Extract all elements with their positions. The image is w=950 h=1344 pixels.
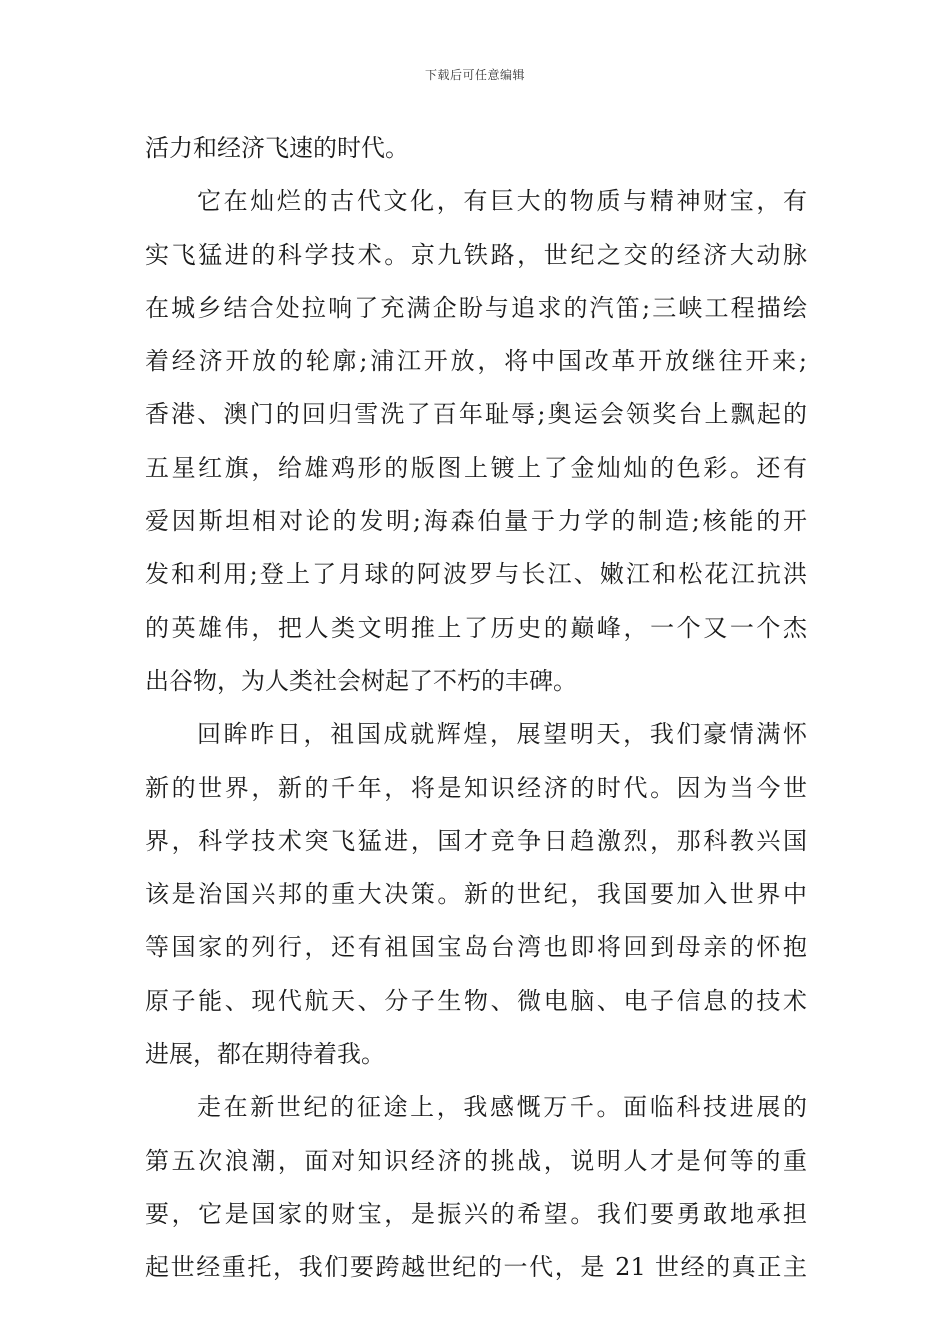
header-note: 下载后可任意编辑 [424, 68, 525, 82]
text-line: 走在新世纪的征途上，我感慨万千。面临科技进展的 [197, 1093, 807, 1122]
text-line: 五星红旗，给雄鸡形的版图上镀上了金灿灿的色彩。还有 [145, 453, 807, 482]
text-line: 的英雄伟，把人类文明推上了历史的巅峰，一个又一个杰 [145, 613, 807, 642]
text-line: 它在灿烂的古代文化，有巨大的物质与精神财宝，有 [197, 187, 807, 216]
text-line: 新的世界，新的千年，将是知识经济的时代。因为当今世 [145, 773, 807, 802]
text-line: 进展，都在期待着我。 [145, 1040, 385, 1069]
text-line: 该是治国兴邦的重大决策。新的世纪，我国要加入世界中 [145, 880, 807, 909]
text-line: 原子能、现代航天、分子生物、微电脑、电子信息的技术 [145, 986, 807, 1015]
text-line: 发和利用;登上了月球的阿波罗与长江、嫩江和松花江抗洪 [145, 560, 807, 589]
text-line: 回眸昨日，祖国成就辉煌，展望明天，我们豪情满怀 [197, 720, 807, 749]
document-body [145, 122, 807, 1295]
text-line: 界，科学技术突飞猛进，国才竞争日趋激烈，那科教兴国 [145, 826, 807, 855]
text-line: 第五次浪潮，面对知识经济的挑战，说明人才是何等的重 [145, 1146, 807, 1175]
text-line: 在城乡结合处拉响了充满企盼与追求的汽笛;三峡工程描绘 [145, 293, 807, 322]
text-line: 出谷物，为人类社会树起了不朽的丰碑。 [145, 666, 577, 695]
text-line: 起世经重托，我们要跨越世纪的一代，是 21 世经的真正主 [145, 1253, 807, 1282]
text-line: 等国家的列行，还有祖国宝岛台湾也即将回到母亲的怀抱 [145, 933, 807, 962]
text-line: 活力和经济飞速的时代。 [145, 134, 409, 162]
text-line: 实飞猛进的科学技术。京九铁路，世纪之交的经济大动脉 [145, 240, 807, 269]
text-line: 香港、澳门的回归雪洗了百年耻辱;奥运会领奖台上飘起的 [145, 400, 807, 429]
text-line: 爱因斯坦相对论的发明;海森伯量于力学的制造;核能的开 [145, 507, 807, 536]
text-line: 要，它是国家的财宝，是振兴的希望。我们要勇敢地承担 [145, 1199, 807, 1228]
text-line: 着经济开放的轮廓;浦江开放，将中国改革开放继往开来; [145, 347, 807, 376]
